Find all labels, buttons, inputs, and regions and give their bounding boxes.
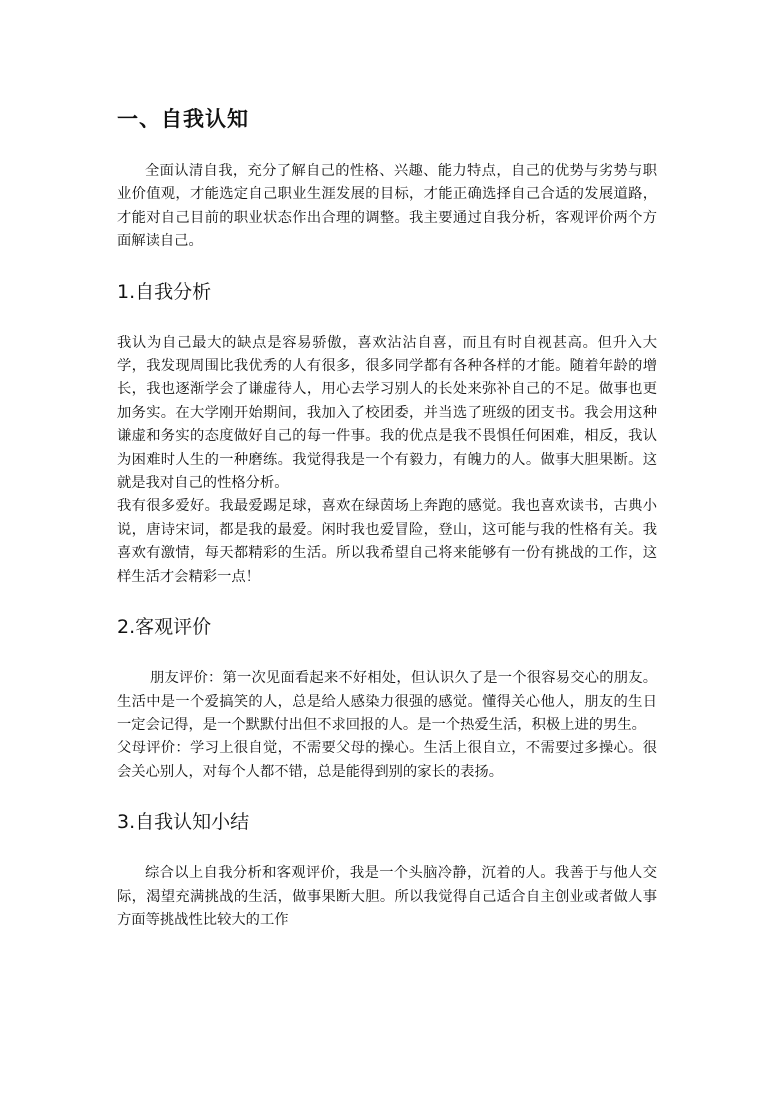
subsection-title-objective-evaluation: 2.客观评价 xyxy=(117,616,212,639)
self-analysis-paragraph-hobbies: 我有很多爱好。我最爱踢足球，喜欢在绿茵场上奔跑的感觉。我也喜欢读书，古典小说，唐诗宋词，都是我的最爱。闲时我也爱冒险，登山，这可能与我的性格有关。我喜欢有激情，每天都精彩的生活。所以我希望自己将来能够有一份有挑战的工作，这样生活才会精彩一点！ xyxy=(117,498,657,585)
friends-evaluation-paragraph: 朋友评价：第一次见面看起来不好相处，但认识久了是一个很容易交心的朋友。生活中是一个爱搞笑的人，总是给人感染力很强的感觉。懂得关心他人，朋友的生日一定会记得，是一个默默付出但不求回报的人。是一个热爱生活，积极上进的男生。 xyxy=(117,670,657,733)
intro-paragraph: 全面认清自我，充分了解自己的性格、兴趣、能力特点，自己的优势与劣势与职业价值观，才能选定自己职业生涯发展的目标，才能正确选择自己合适的发展道路，才能对自己目前的职业状态作出合理的调整。我主要通过自我分析，客观评价两个方面解读自己。 xyxy=(117,163,657,250)
subsection-title-self-analysis: 1.自我分析 xyxy=(117,280,212,303)
section-title-self-awareness: 一、自我认知 xyxy=(117,107,249,131)
summary-paragraph: 综合以上自我分析和客观评价，我是一个头脑冷静，沉着的人。我善于与他人交际，渴望充满挑战的生活，做事果断大胆。所以我觉得自己适合自主创业或者做人事方面等挑战性比较大的工作 xyxy=(117,865,657,928)
parents-evaluation-paragraph: 父母评价：学习上很自觉，不需要父母的操心。生活上很自立，不需要过多操心。很会关心别人，对每个人都不错，总是能得到别的家长的表扬。 xyxy=(117,740,657,780)
subsection-title-summary: 3.自我认知小结 xyxy=(117,811,250,834)
document-content xyxy=(117,104,657,932)
self-analysis-paragraph-personality: 我认为自己最大的缺点是容易骄傲，喜欢沾沾自喜，而且有时自视甚高。但升入大学，我发现周围比我优秀的人有很多，很多同学都有各种各样的才能。随着年龄的增长，我也逐渐学会了谦虚待人，用心去学习别人的长处来弥补自己的不足。做事也更加务实。在大学刚开始期间，我加入了校团委，并当选了班级的团支书。我会用这种谦虚和务实的态度做好自己的每一件事。我的优点是我不畏惧任何困难，相反，我认为困难时人生的一种磨练。我觉得我是一个有毅力，有魄力的人。做事大胆果断。这就是我对自己的性格分析。 xyxy=(117,334,657,492)
